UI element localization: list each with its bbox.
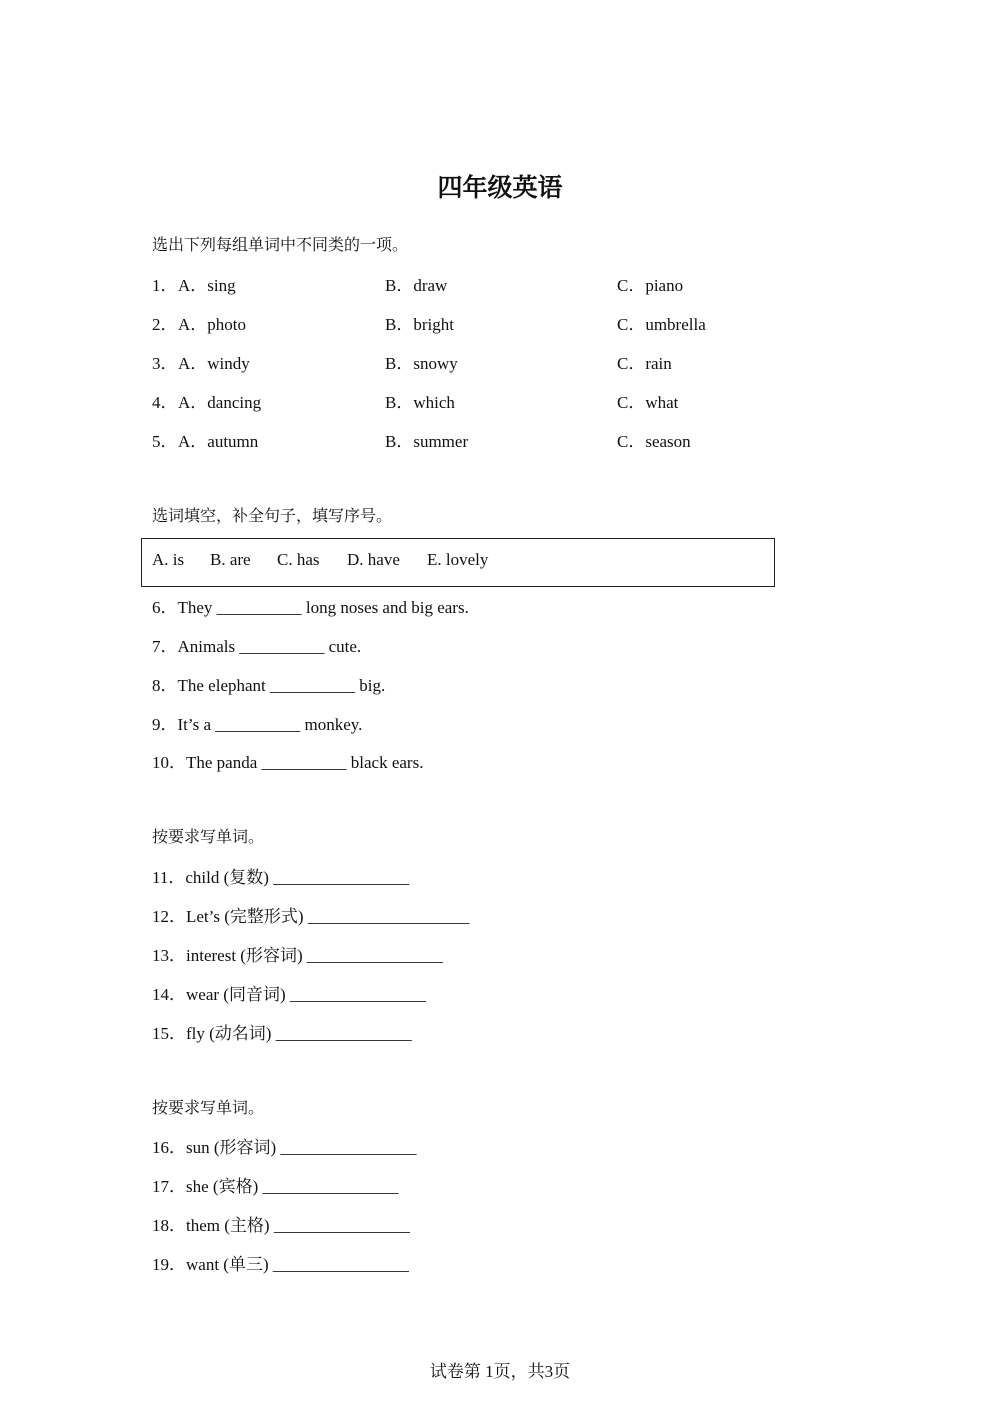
fill-blank-question: 10．The panda __________ black ears. — [152, 753, 424, 772]
word-form-question: 12．Let’s (完整形式) ___________________ — [152, 907, 470, 926]
question-number: 4． — [152, 393, 178, 412]
option-c: C．piano — [617, 276, 684, 295]
question-row — [152, 349, 852, 373]
option-c: C．season — [617, 432, 691, 451]
question-number: 2． — [152, 315, 178, 334]
option-a: A．sing — [178, 276, 236, 295]
word-bank-item: B. are — [210, 550, 251, 569]
option-a: A．windy — [178, 354, 250, 373]
document-title: 四年级英语 — [437, 173, 563, 202]
word-bank-item: C. has — [277, 550, 320, 569]
question-row — [152, 427, 852, 451]
word-form-question: 13．interest (形容词) ________________ — [152, 946, 443, 965]
question-row — [152, 388, 852, 412]
question-row — [152, 271, 852, 295]
option-a: A．dancing — [178, 393, 262, 412]
fill-blank-question: 6．They __________ long noses and big ears. — [152, 598, 469, 617]
word-form-question: 17．she (宾格) ________________ — [152, 1177, 399, 1196]
question-number: 5． — [152, 432, 178, 451]
question-row — [152, 310, 852, 334]
word-form-question: 15．fly (动名词) ________________ — [152, 1024, 412, 1043]
page-footer: 试卷第 1页，共3页 — [429, 1362, 571, 1381]
option-c: C．rain — [617, 354, 672, 373]
word-bank-item: D. have — [347, 550, 400, 569]
section1-heading: 选出下列每组单词中不同类的一项。 — [152, 235, 409, 254]
fill-blank-question: 7．Animals __________ cute. — [152, 637, 362, 656]
question-number: 3． — [152, 354, 178, 373]
option-b: B．snowy — [385, 354, 458, 373]
option-b: B．summer — [385, 432, 469, 451]
option-b: B．which — [385, 393, 455, 412]
section2-heading: 选词填空，补全句子，填写序号。 — [152, 506, 393, 525]
option-a: A．autumn — [178, 432, 259, 451]
word-form-question: 14．wear (同音词) ________________ — [152, 985, 426, 1004]
word-form-question: 11．child (复数) ________________ — [152, 868, 410, 887]
option-b: B．bright — [385, 315, 454, 334]
option-b: B．draw — [385, 276, 448, 295]
word-bank-box — [141, 538, 775, 587]
section3-heading: 按要求写单词。 — [152, 827, 265, 846]
fill-blank-question: 9．It’s a __________ monkey. — [152, 715, 363, 734]
section4-heading: 按要求写单词。 — [152, 1098, 265, 1117]
word-bank-item: A. is — [152, 550, 185, 569]
word-form-question: 16．sun (形容词) ________________ — [152, 1138, 417, 1157]
word-bank-item: E. lovely — [427, 550, 489, 569]
word-form-question: 19．want (单三) ________________ — [152, 1255, 409, 1274]
question-number: 1． — [152, 276, 178, 295]
option-a: A．photo — [178, 315, 246, 334]
fill-blank-question: 8．The elephant __________ big. — [152, 676, 386, 695]
option-c: C．what — [617, 393, 679, 412]
option-c: C．umbrella — [617, 315, 706, 334]
word-form-question: 18．them (主格) ________________ — [152, 1216, 410, 1235]
